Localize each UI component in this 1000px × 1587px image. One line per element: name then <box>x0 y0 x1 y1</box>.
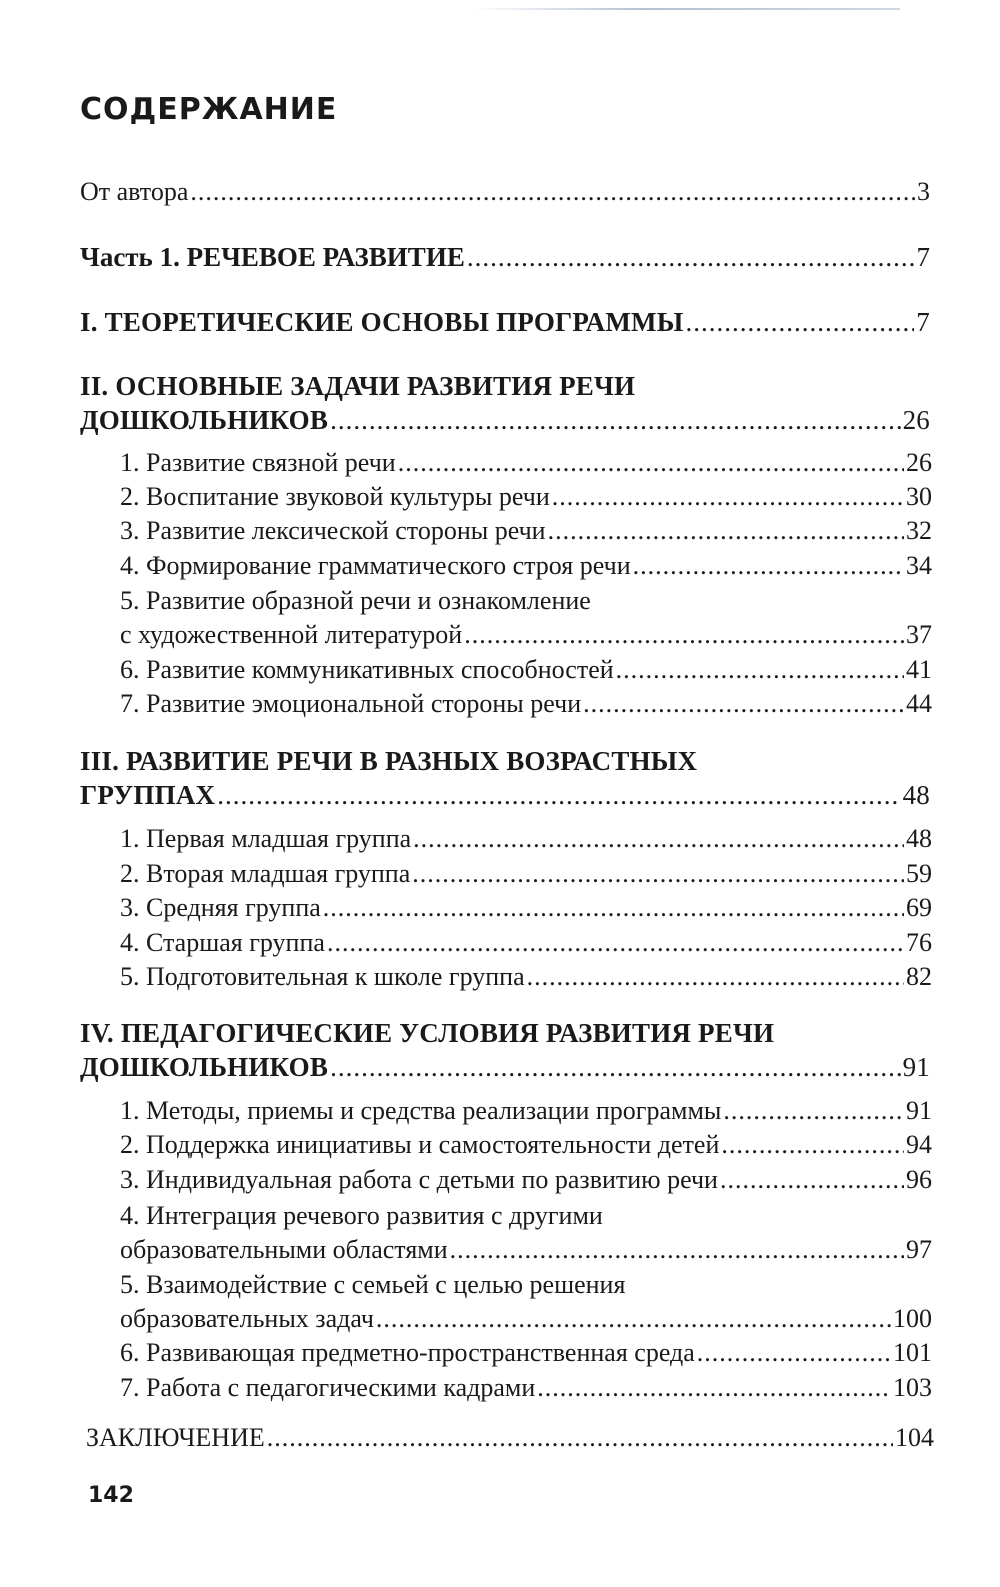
toc-subentry <box>120 549 932 583</box>
toc-entry-title: 3. Индивидуальная работа с детьми по развитию речи <box>120 1165 718 1194</box>
dot-leader <box>633 549 904 583</box>
toc-entry-page: 96 <box>906 1165 932 1194</box>
toc-subentry <box>120 446 932 480</box>
toc-subentry <box>120 514 932 548</box>
toc-entry-page: 7 <box>916 242 930 272</box>
toc-entry-chapter-3 <box>80 744 930 812</box>
toc-entry-title: 3. Развитие лексической стороны речи <box>120 516 546 545</box>
toc-entry-title-line-1: 4. Интеграция речевого развития с другими <box>120 1201 603 1230</box>
dot-leader <box>412 857 904 891</box>
toc-entry-chapter-4 <box>80 1016 930 1084</box>
toc-entry-page: 103 <box>893 1373 932 1402</box>
toc-entry-title: ДОШКОЛЬНИКОВ <box>80 405 329 435</box>
dot-leader <box>217 778 900 812</box>
dot-leader <box>697 1336 891 1370</box>
toc-subentry <box>120 1268 932 1336</box>
toc-entry-page: 104 <box>895 1423 934 1452</box>
toc-entry-title: 3. Средняя группа <box>120 893 321 922</box>
toc-entry-title: 4. Формирование грамматического строя речи <box>120 551 631 580</box>
toc-entry-title: 6. Развитие коммуникативных способностей <box>120 655 614 684</box>
toc-subentry <box>120 1128 932 1162</box>
toc-subentry <box>120 1336 932 1370</box>
toc-subentry <box>120 1371 932 1405</box>
toc-entry-title: 2. Вторая младшая группа <box>120 859 411 888</box>
toc-subentry <box>120 653 932 687</box>
toc-entry-title: 1. Развитие связной речи <box>120 448 396 477</box>
toc-entry-title: 1. Первая младшая группа <box>120 824 412 853</box>
toc-entry-page: 82 <box>906 962 932 991</box>
toc-entry-title: Часть 1. РЕЧЕВОЕ РАЗВИТИЕ <box>80 242 465 272</box>
toc-subentry <box>120 926 932 960</box>
toc-entry-page: 97 <box>906 1235 932 1264</box>
dot-leader <box>327 926 904 960</box>
toc-entry-page: 69 <box>906 893 932 922</box>
dot-leader <box>450 1233 904 1267</box>
toc-entry-title: 6. Развивающая предметно-пространственная среда <box>120 1338 695 1367</box>
toc-entry-title: I. ТЕОРЕТИЧЕСКИЕ ОСНОВЫ ПРОГРАММЫ <box>80 307 684 337</box>
toc-entry-page: 44 <box>906 689 932 718</box>
toc-entry-title: 4. Старшая группа <box>120 928 325 957</box>
toc-subentry <box>120 891 932 925</box>
toc-entry-title: ЗАКЛЮЧЕНИЕ <box>86 1423 265 1452</box>
toc-entry-title: с художественной литературой <box>120 620 463 649</box>
dot-leader <box>552 480 904 514</box>
toc-entry-title: От автора <box>80 177 189 206</box>
toc-entry-page: 26 <box>906 448 932 477</box>
dot-leader <box>685 305 914 339</box>
dot-leader <box>548 514 904 548</box>
toc-entry-title-line-1: III. РАЗВИТИЕ РЕЧИ В РАЗНЫХ ВОЗРАСТНЫХ <box>80 746 698 776</box>
dot-leader <box>330 403 901 437</box>
toc-entry-chapter-2 <box>80 369 930 437</box>
toc-subentry <box>120 857 932 891</box>
toc-entry-page: 3 <box>917 177 930 206</box>
toc-subentry <box>120 960 932 994</box>
toc-entry-page: 48 <box>906 824 932 853</box>
toc-entry-title: 2. Поддержка инициативы и самостоятельности детей <box>120 1130 720 1159</box>
toc-entry-title-line-1: IV. ПЕДАГОГИЧЕСКИЕ УСЛОВИЯ РАЗВИТИЯ РЕЧИ <box>80 1018 775 1048</box>
toc-entry-title: 2. Воспитание звуковой культуры речи <box>120 482 550 511</box>
toc-entry-page: 32 <box>906 516 932 545</box>
toc-entry-from-author <box>80 175 930 209</box>
toc-subentry <box>120 480 932 514</box>
dot-leader <box>537 1371 891 1405</box>
toc-entry-title-line-1: II. ОСНОВНЫЕ ЗАДАЧИ РАЗВИТИЯ РЕЧИ <box>80 371 636 401</box>
toc-entry-title: образовательных задач <box>120 1304 374 1333</box>
toc-entry-part-1 <box>80 240 930 274</box>
toc-subentry <box>120 584 932 652</box>
toc-entry-page: 37 <box>906 620 932 649</box>
toc-entry-title: 7. Развитие эмоциональной стороны речи <box>120 689 582 718</box>
dot-leader <box>330 1050 901 1084</box>
toc-entry-title-line-1: 5. Развитие образной речи и ознакомление <box>120 586 591 615</box>
toc-entry-title-line-1: 5. Взаимодействие с семьей с целью решения <box>120 1270 626 1299</box>
toc-entry-title: 7. Работа с педагогическими кадрами <box>120 1373 536 1402</box>
dot-leader <box>267 1421 893 1455</box>
toc-entry-page: 26 <box>902 405 930 435</box>
dot-leader <box>723 1094 904 1128</box>
dot-leader <box>464 618 904 652</box>
toc-entry-title: ДОШКОЛЬНИКОВ <box>80 1052 329 1082</box>
toc-entry-page: 48 <box>902 780 930 810</box>
toc-entry-page: 34 <box>906 551 932 580</box>
toc-entry-page: 91 <box>906 1096 932 1125</box>
toc-entry-page: 7 <box>916 307 930 337</box>
page-number: 142 <box>88 1483 134 1508</box>
toc-entry-title: ГРУППАХ <box>80 780 216 810</box>
toc-entry-conclusion <box>86 1421 934 1455</box>
dot-leader <box>398 446 904 480</box>
dot-leader <box>467 240 915 274</box>
toc-entry-page: 76 <box>906 928 932 957</box>
dot-leader <box>527 960 904 994</box>
toc-subentry <box>120 1163 932 1197</box>
toc-subentry <box>120 822 932 856</box>
toc-entry-page: 100 <box>893 1304 932 1333</box>
toc-entry-title: образовательными областями <box>120 1235 448 1264</box>
toc-entry-page: 91 <box>902 1052 930 1082</box>
dot-leader <box>583 687 904 721</box>
toc-entry-page: 101 <box>893 1338 932 1367</box>
dot-leader <box>616 653 904 687</box>
toc-entry-title: 5. Подготовительная к школе группа <box>120 962 525 991</box>
dot-leader <box>413 822 904 856</box>
toc-entry-page: 30 <box>906 482 932 511</box>
page-title: СОДЕРЖАНИЕ <box>80 92 338 127</box>
toc-subentry <box>120 1199 932 1267</box>
toc-entry-page: 41 <box>906 655 932 684</box>
toc-subentry <box>120 687 932 721</box>
toc-entry-chapter-1 <box>80 305 930 339</box>
dot-leader <box>190 175 915 209</box>
toc-entry-title: 1. Методы, приемы и средства реализации программы <box>120 1096 722 1125</box>
toc-subentry <box>120 1094 932 1128</box>
toc-entry-page: 59 <box>906 859 932 888</box>
toc-entry-page: 94 <box>906 1130 932 1159</box>
dot-leader <box>323 891 904 925</box>
dot-leader <box>720 1163 904 1197</box>
dot-leader <box>376 1302 891 1336</box>
dot-leader <box>721 1128 904 1162</box>
